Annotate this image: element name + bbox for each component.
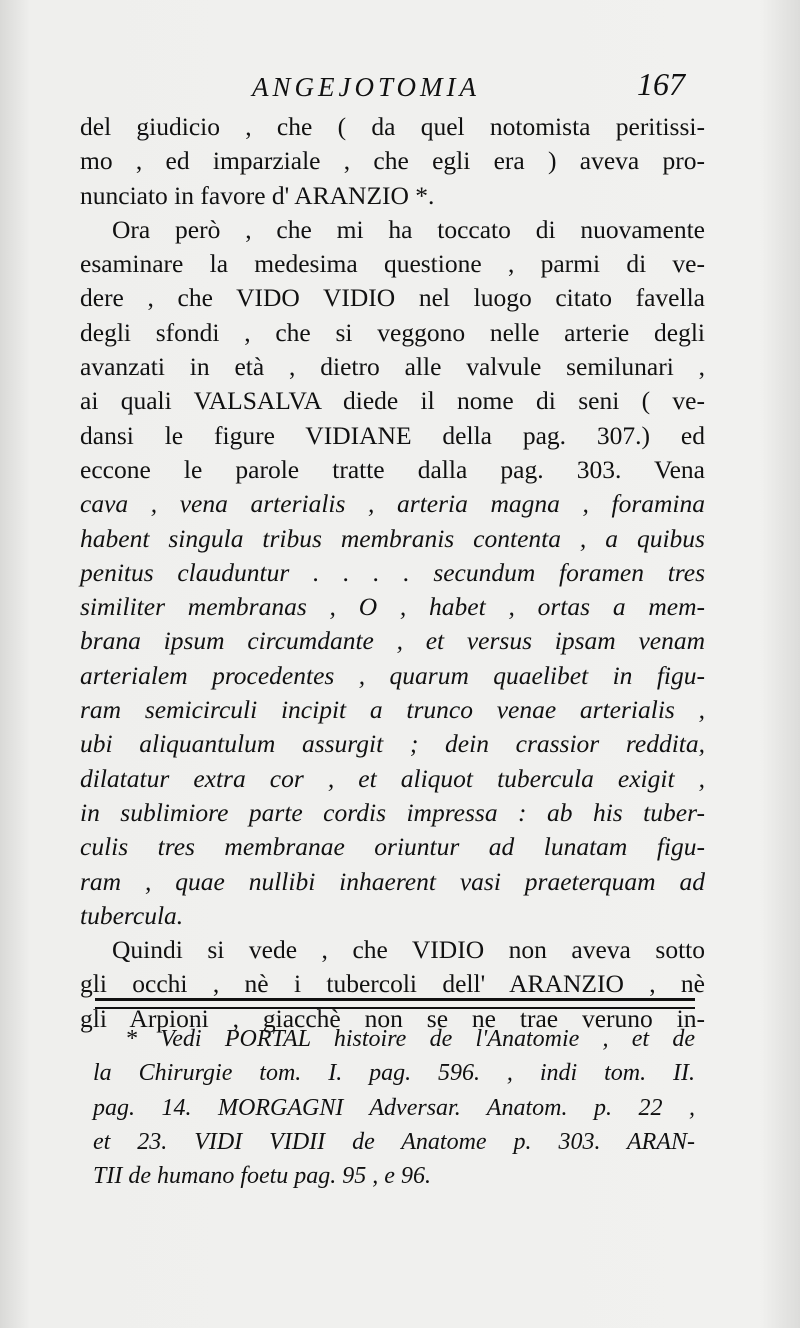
- text-line: dere , che VIDO VIDIO nel luogo citato favella: [80, 283, 705, 313]
- text-line: arterialem procedentes , quarum quaelibet in figu-: [80, 660, 705, 690]
- text-line: degli sfondi , che si veggono nelle arterie degli: [80, 317, 705, 347]
- text-line: cava , vena arterialis , arteria magna , foramina: [80, 489, 705, 519]
- text-line: mo , ed imparziale , che egli era ) aveva pro-: [80, 146, 705, 176]
- text-line: avanzati in età , dietro alle valvule semilunari ,: [80, 352, 705, 382]
- text-line: ram semicirculi incipit a trunco venae arterialis ,: [80, 695, 705, 725]
- page-header: [80, 66, 695, 110]
- footnote-divider: [95, 998, 695, 1009]
- text-line: habent singula tribus membranis contenta , a quibus: [80, 523, 705, 553]
- footnote-line: * Vedi PORTAL histoire de l'Anatomie , et de: [125, 1026, 695, 1052]
- text-line: penitus clauduntur . . . . secundum foramen tres: [80, 557, 705, 587]
- text-line: dilatatur extra cor , et aliquot tubercula exigit ,: [80, 763, 705, 793]
- footnote: [93, 1022, 695, 1193]
- text-line: Quindi si vede , che VIDIO non aveva sotto: [112, 935, 705, 965]
- text-line: del giudicio , che ( da quel notomista peritissi-: [80, 112, 705, 141]
- footnote-line: la Chirurgie tom. I. pag. 596. , indi tom. II.: [93, 1060, 695, 1087]
- text-line: brana ipsum circumdante , et versus ipsam venam: [80, 626, 705, 656]
- text-line: ram , quae nullibi inhaerent vasi praeterquam ad: [80, 866, 705, 896]
- text-line: nunciato in favore d' ARANZIO *.: [80, 180, 435, 210]
- footnote-line: et 23. VIDI VIDII de Anatome p. 303. ARAN-: [93, 1128, 695, 1155]
- page-number: 167: [637, 66, 685, 102]
- text-line: dansi le figure VIDIANE della pag. 307.) ed: [80, 420, 705, 450]
- text-line: similiter membranas , O , habet , ortas a mem-: [80, 592, 705, 622]
- text-line: culis tres membranae oriuntur ad lunatam figu-: [80, 832, 705, 862]
- running-head: ANGEJOTOMIA: [252, 72, 480, 102]
- body-text: [80, 110, 705, 1036]
- text-line: gli Arpioni , giacchè non se ne trae veruno in-: [80, 1003, 705, 1033]
- text-line: in sublimiore parte cordis impressa : ab his tuber-: [80, 797, 705, 827]
- text-line: esaminare la medesima questione , parmi di ve-: [80, 249, 705, 279]
- text-line: ai quali VALSALVA diede il nome di seni ( ve-: [80, 386, 705, 416]
- footnote-line: TII de humano foetu pag. 95 , e 96.: [93, 1163, 431, 1190]
- footnote-line: pag. 14. MORGAGNI Adversar. Anatom. p. 22 ,: [93, 1094, 695, 1121]
- text-line: gli occhi , nè i tubercoli dell' ARANZIO , nè: [80, 969, 705, 999]
- text-line: eccone le parole tratte dalla pag. 303. Vena: [80, 454, 705, 484]
- text-line: Ora però , che mi ha toccato di nuovamente: [112, 214, 705, 244]
- text-line: ubi aliquantulum assurgit ; dein crassior reddita,: [80, 729, 705, 759]
- text-line: tubercula.: [80, 900, 184, 930]
